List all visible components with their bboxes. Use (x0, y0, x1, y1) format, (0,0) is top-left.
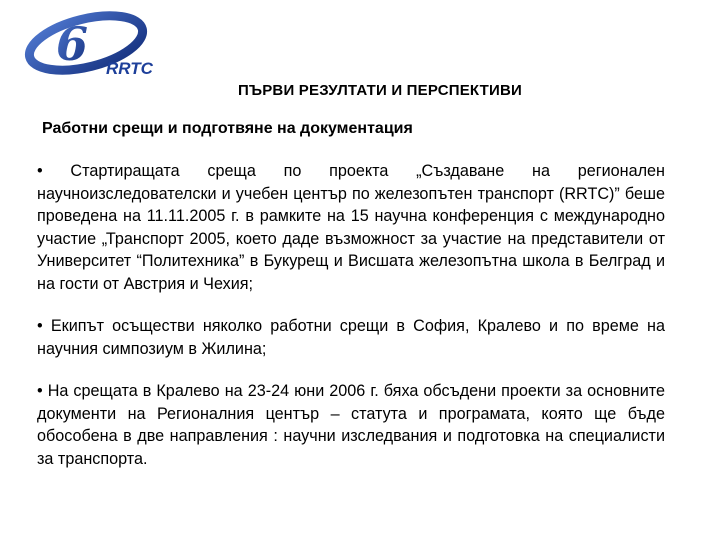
section-subtitle: Работни срещи и подготвяне на документация (42, 120, 413, 137)
rrtc-logo (18, 8, 168, 83)
paragraph-3: • На срещата в Кралево на 23-24 юни 2006 г. бяха обсъдени проекти за основните документи на Регионалния център – статута и програмата, която ще бъде обособена в две направления : научни изследвания и подготовка на специалисти за транспорта. (37, 382, 665, 468)
page-title: ПЪРВИ РЕЗУЛТАТИ И ПЕРСПЕКТИВИ (237, 82, 523, 99)
body-text (37, 160, 665, 490)
logo-text: RRTC (106, 59, 153, 78)
paragraph-2: • Екипът осъществи няколко работни срещи в София, Кралево и по време на научния симпозиум в Жилина; (37, 317, 665, 358)
paragraph-1: • Стартиращата среща по проекта „Създаване на регионален научноизследователски и учебен център по железопътен транспорт (RRTC)” беше проведена на 11.11.2005 г. в рамките на 15 научна конференция с международно участие „Транспорт 2005, което даде възможност за участие на представители от Университет “Политехника” в Букурещ и Висшата железопътна школа в Белград и на гости от Австрия и Чехия; (37, 162, 665, 293)
svg-text:6: 6 (56, 17, 89, 71)
